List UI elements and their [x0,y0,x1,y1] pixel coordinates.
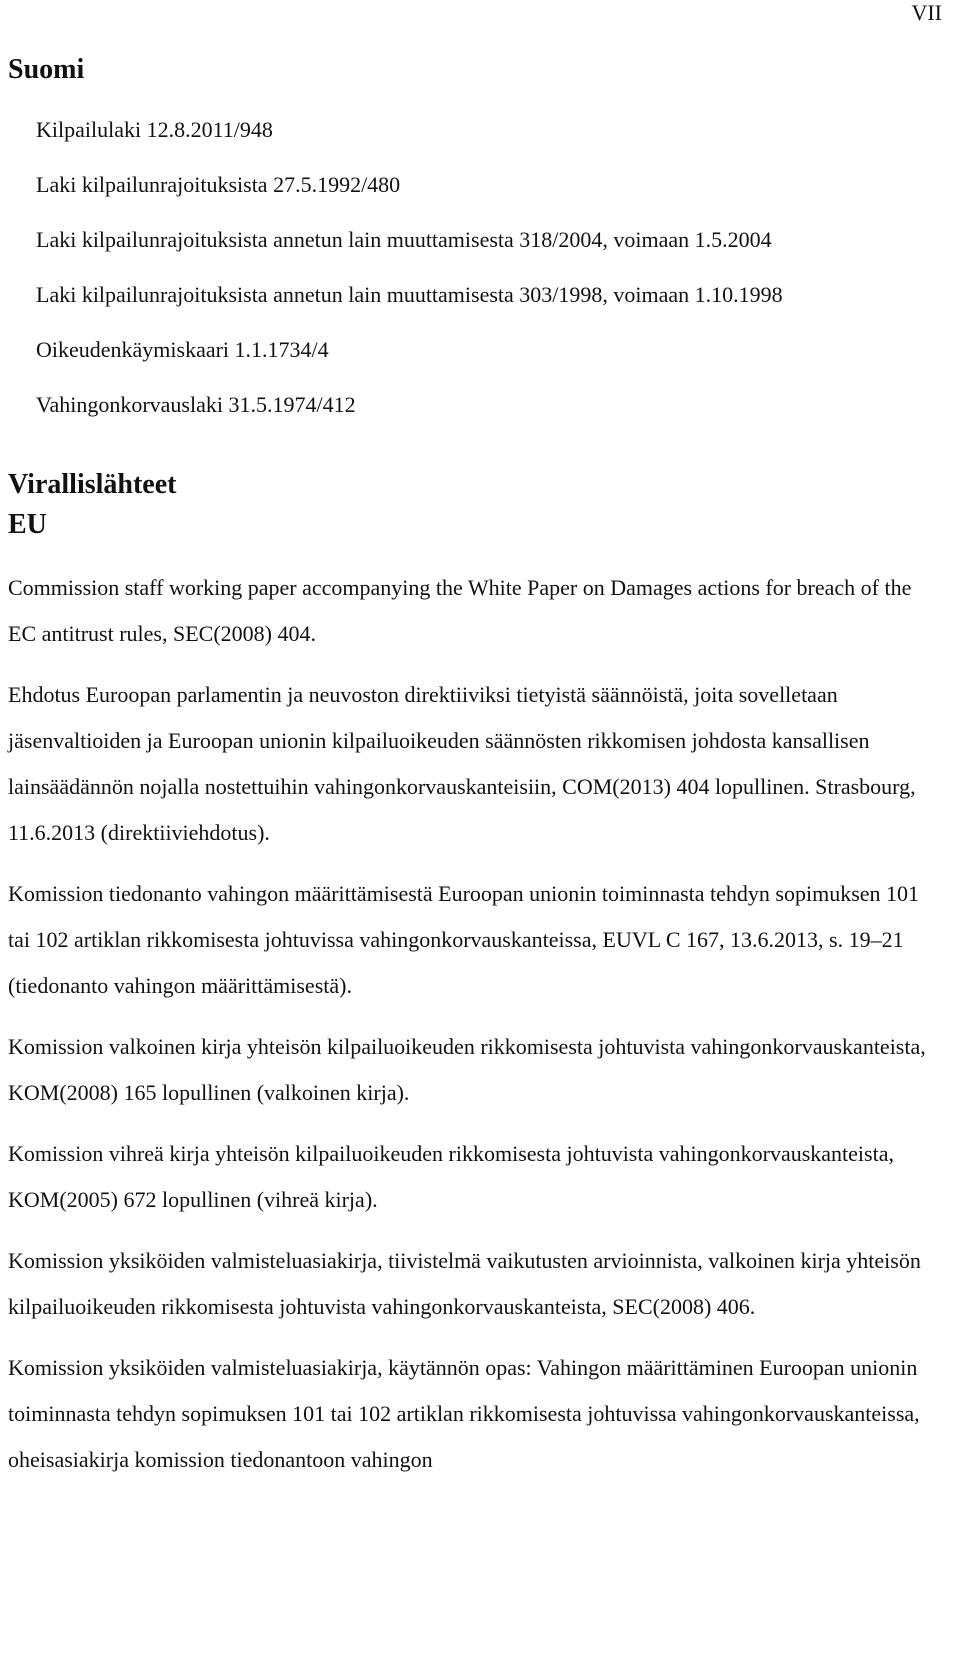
law-item: Oikeudenkäymiskaari 1.1.1734/4 [36,337,329,362]
reference-item: Komission vihreä kirja yhteisön kilpailuoikeuden rikkomisesta johtuvista vahingonkorvauskanteista, KOM(2005) 672 lopullinen (vihreä kirja). [8,1141,894,1212]
law-item: Laki kilpailunrajoituksista annetun lain muuttamisesta 303/1998, voimaan 1.10.1998 [36,282,783,307]
heading-suomi: Suomi [8,54,85,85]
reference-item: Komission yksiköiden valmisteluasiakirja, käytännön opas: Vahingon määrittäminen Euroopan unionin toiminnasta tehdyn sopimuksen 101 tai 102 artiklan rikkomisesta johtuvissa vahingonkorvauskanteissa, oheisasiakirja komission tiedonantoon vahingon [8,1355,920,1472]
reference-item: Ehdotus Euroopan parlamentin ja neuvoston direktiiviksi tietyistä säännöistä, joita sovelletaan jäsenvaltioiden ja Euroopan unionin kilpailuoikeuden säännösten rikkomisen johdosta kansallisen lainsäädännön nojalla nostettuihin vahingonkorvauskanteisiin, COM(2013) 404 lopullinen. Strasbourg, 11.6.2013 (direktiiviehdotus). [8,682,916,845]
reference-item: Komission tiedonanto vahingon määrittämisestä Euroopan unionin toiminnasta tehdyn sopimuksen 101 tai 102 artiklan rikkomisesta johtuvissa vahingonkorvauskanteissa, EUVL C 167, 13.6.2013, s. 19–21 (tiedonanto vahingon määrittämisestä). [8,881,920,998]
heading-virallislahteet: Virallislähteet [8,469,177,500]
heading-eu: EU [8,509,47,540]
law-item: Laki kilpailunrajoituksista annetun lain muuttamisesta 318/2004, voimaan 1.5.2004 [36,227,772,252]
law-item: Laki kilpailunrajoituksista 27.5.1992/480 [36,172,401,197]
document-body [8,52,938,1498]
reference-item: Commission staff working paper accompanying the White Paper on Damages actions for breach of the EC antitrust rules, SEC(2008) 404. [8,575,912,646]
law-item: Vahingonkorvauslaki 31.5.1974/412 [36,392,356,417]
official-sources-list [8,565,938,1483]
reference-item: Komission valkoinen kirja yhteisön kilpailuoikeuden rikkomisesta johtuvista vahingonkorvauskanteista, KOM(2008) 165 lopullinen (valkoinen kirja). [8,1034,926,1105]
finnish-law-list [36,102,938,432]
page-number: VII [911,0,942,25]
reference-item: Komission yksiköiden valmisteluasiakirja, tiivistelmä vaikutusten arvioinnista, valkoinen kirja yhteisön kilpailuoikeuden rikkomisesta johtuvista vahingonkorvauskanteista, SEC(2008) 406. [8,1248,921,1319]
law-item: Kilpailulaki 12.8.2011/948 [36,117,273,142]
